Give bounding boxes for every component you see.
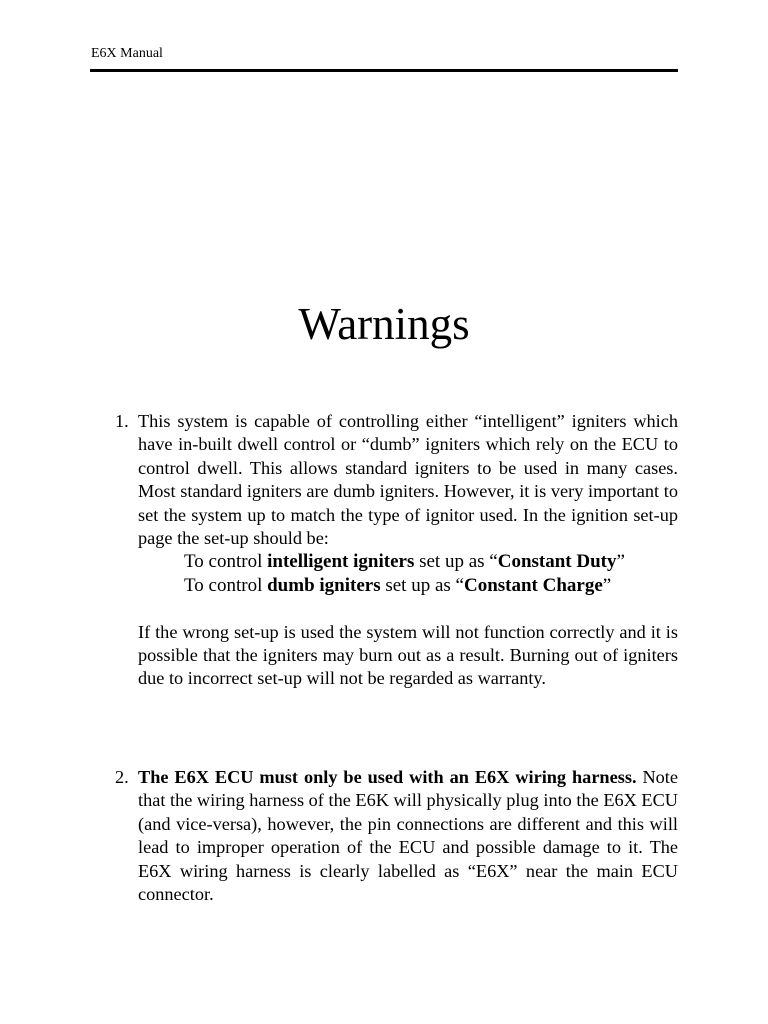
setup-suffix: ” [616, 551, 625, 573]
item-paragraph [138, 766, 678, 906]
setup-mid: set up as “ [414, 551, 498, 573]
item-number: 1. [115, 411, 129, 431]
paragraph-gap [138, 597, 678, 620]
igniter-type: intelligent igniters [267, 551, 415, 573]
warning-item-1 [115, 410, 678, 691]
item-body [138, 410, 678, 691]
setup-mode: Constant Charge [463, 574, 603, 596]
setup-suffix: ” [602, 574, 612, 596]
item-number: 2. [115, 767, 129, 787]
header-label: E6X Manual [91, 46, 163, 61]
setup-line-intelligent [138, 550, 678, 573]
setup-prefix: To control [184, 551, 268, 573]
setup-prefix: To control [184, 574, 268, 596]
item-bold-lead: The E6X ECU must only be used with an E6X wiring harness. [138, 767, 637, 787]
item-body [138, 766, 678, 906]
header-rule [90, 69, 678, 72]
item-warning-paragraph: If the wrong set-up is used the system will not function correctly and it is possible that the igniters may burn out as a result. Burning out of igniters due to incorrect set-up will not be regarded as warranty. [138, 621, 678, 689]
item-text: Note that the wiring harness of the E6K will physically plug into the E6X ECU (and vice-versa), however, the pin connections are different and this will lead to improper operation of the ECU and possible damage to it. The E6X wiring harness is clearly labelled as “E6X” near the main ECU connector. [138, 767, 678, 905]
setup-line-dumb [138, 574, 678, 597]
warning-item-2 [115, 766, 678, 906]
page-title: Warnings [298, 299, 470, 349]
item-intro-paragraph: This system is capable of controlling either “intelligent” igniters which have in-built dwell control or “dumb” igniters which rely on the ECU to control dwell. This allows standard igniters to be used in many cases. Most standard igniters are dumb igniters. However, it is very important to set the system up to match the type of ignitor used. In the ignition set-up page the set-up should be: [138, 411, 678, 549]
setup-mode: Constant Duty [497, 551, 617, 573]
igniter-type: dumb igniters [267, 574, 381, 596]
setup-mid: set up as “ [380, 574, 464, 596]
